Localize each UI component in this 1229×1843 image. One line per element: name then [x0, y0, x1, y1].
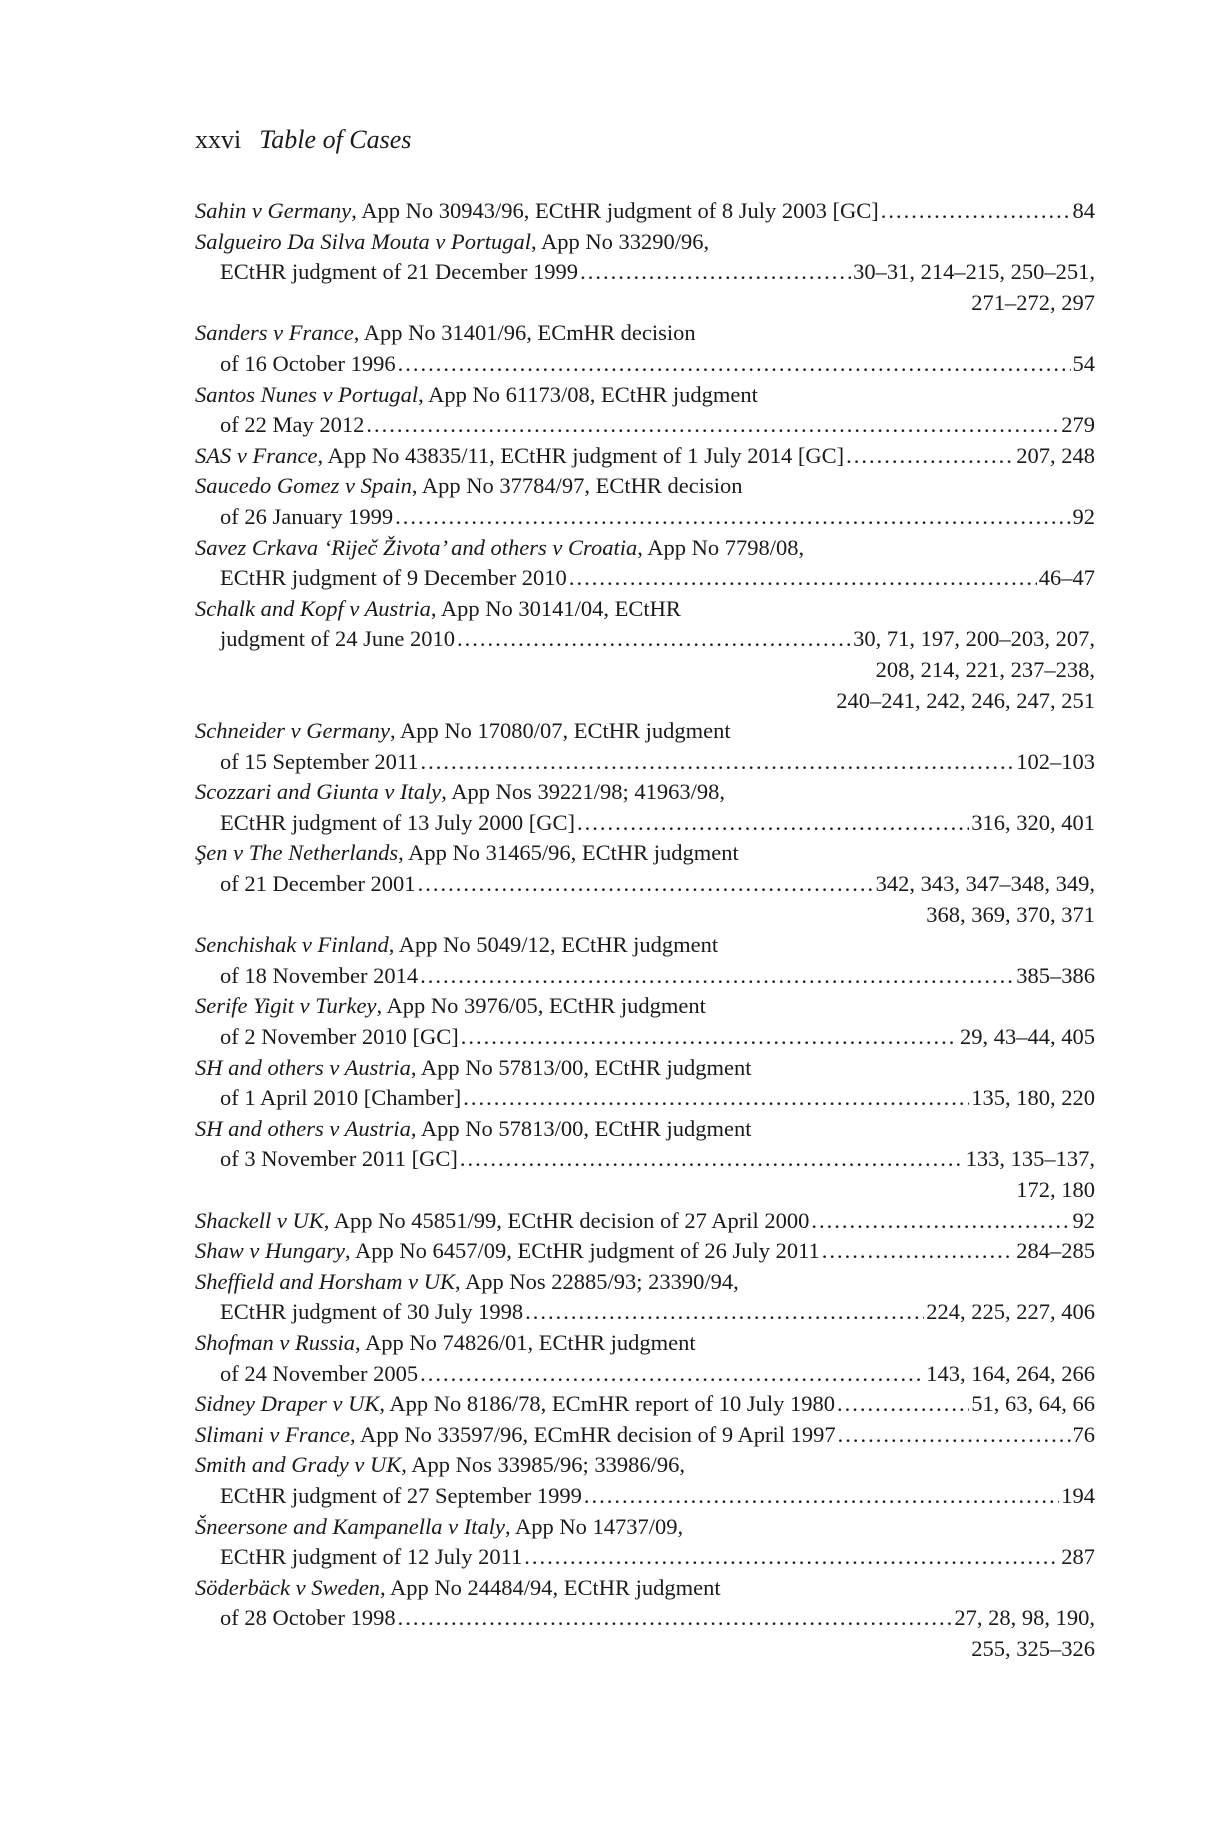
case-entry [195, 227, 1095, 319]
case-citation: , App No 57813/00, ECtHR judgment [410, 1054, 752, 1080]
case-name: Saucedo Gomez v Spain [195, 473, 412, 499]
dot-leader [525, 1297, 924, 1328]
case-entry [195, 1389, 1095, 1420]
case-name: Scozzari and Giunta v Italy [195, 779, 442, 805]
case-citation: , App Nos 22885/93; 23390/94, [454, 1268, 739, 1294]
case-citation: ECtHR judgment of 27 September 1999 [220, 1482, 582, 1508]
case-citation: , App Nos 39221/98; 41963/98, [441, 779, 726, 805]
case-continuation-line [195, 1144, 1095, 1175]
case-line [195, 1450, 1095, 1481]
page-refs-continuation [195, 900, 1095, 931]
case-line [195, 441, 1095, 472]
case-line [195, 227, 1095, 258]
case-citation: , App No 43835/11, ECtHR judgment of 1 July 2014 [GC] [317, 442, 845, 468]
page-references: 133, 135–137, [965, 1146, 1095, 1172]
dot-leader [837, 1389, 969, 1420]
page-references: 51, 63, 64, 66 [971, 1391, 1095, 1417]
dot-leader [463, 1083, 969, 1114]
page-references: 284–285 [1016, 1238, 1095, 1264]
case-entry [195, 777, 1095, 838]
case-continuation-line [195, 1481, 1095, 1512]
case-citation: of 16 October 1996 [220, 350, 396, 376]
dot-leader [421, 747, 1015, 778]
case-citation: of 26 January 1999 [220, 503, 394, 529]
case-entry [195, 318, 1095, 379]
case-citation: , App No 37784/97, ECtHR decision [411, 473, 743, 499]
case-entry [195, 1450, 1095, 1511]
dot-leader [822, 1236, 1014, 1267]
page-references: 342, 343, 347–348, 349, [875, 871, 1095, 897]
case-entry [195, 471, 1095, 532]
case-citation: ECtHR judgment of 21 December 1999 [220, 259, 579, 285]
page-references: 287 [1061, 1544, 1095, 1570]
case-name: Sanders v France [195, 320, 354, 346]
case-name: Senchishak v Finland [195, 932, 389, 958]
case-entry [195, 594, 1095, 716]
case-entry [195, 196, 1095, 227]
case-line [195, 777, 1095, 808]
case-entry [195, 930, 1095, 991]
case-entry [195, 380, 1095, 441]
dot-leader [577, 808, 969, 839]
case-line [195, 930, 1095, 961]
page-refs-continuation [195, 655, 1095, 686]
page-references: 316, 320, 401 [971, 809, 1095, 835]
running-header [195, 124, 411, 156]
case-name: Serife Yigit v Turkey [195, 993, 377, 1019]
case-line [195, 380, 1095, 411]
case-line [195, 1236, 1095, 1267]
case-line [195, 1053, 1095, 1084]
case-name: Šneersone and Kampanella v Italy [195, 1513, 505, 1539]
case-citation: ECtHR judgment of 12 July 2011 [220, 1544, 523, 1570]
page-references: 84 [1072, 198, 1095, 223]
case-line [195, 1328, 1095, 1359]
case-line [195, 1114, 1095, 1145]
dot-leader [457, 624, 851, 655]
case-citation: of 22 May 2012 [220, 412, 365, 438]
case-continuation-line [195, 624, 1095, 655]
case-entry [195, 533, 1095, 594]
case-citation: , App No 74826/01, ECtHR judgment [355, 1329, 696, 1355]
dot-leader [420, 1359, 924, 1390]
case-continuation-line [195, 1083, 1095, 1114]
case-citation: of 3 November 2011 [GC] [220, 1146, 458, 1172]
page-number: xxvi [195, 125, 242, 154]
case-name: SH and others v Austria [195, 1115, 411, 1141]
dot-leader [811, 1206, 1070, 1237]
case-name: Schneider v Germany [195, 718, 390, 744]
page-refs-continuation [195, 288, 1095, 319]
case-continuation-line [195, 869, 1095, 900]
case-name: Shofman v Russia [195, 1329, 355, 1355]
page-references: 368, 369, 370, 371 [926, 901, 1095, 927]
page-references: 224, 225, 227, 406 [926, 1299, 1095, 1325]
case-citation: , App No 31465/96, ECtHR judgment [398, 840, 739, 866]
case-name: Smith and Grady v UK [195, 1452, 402, 1478]
case-continuation-line [195, 961, 1095, 992]
page-references: 46–47 [1038, 565, 1095, 591]
case-entry [195, 1573, 1095, 1665]
case-name: Söderbäck v Sweden [195, 1574, 380, 1600]
case-line [195, 1512, 1095, 1543]
page-references: 102–103 [1016, 748, 1095, 774]
page-references: 240–241, 242, 246, 247, 251 [836, 687, 1095, 713]
case-citation: , App No 17080/07, ECtHR judgment [389, 718, 731, 744]
case-name: SAS v France [195, 442, 318, 468]
case-citation: , App No 57813/00, ECtHR judgment [410, 1115, 752, 1141]
page-references: 172, 180 [1016, 1177, 1095, 1202]
dot-leader [569, 563, 1037, 594]
page-refs-continuation [195, 1634, 1095, 1665]
case-citation: , App No 45851/99, ECtHR decision of 27 April 2000 [323, 1207, 810, 1233]
case-line [195, 318, 1095, 349]
case-line [195, 471, 1095, 502]
case-entry [195, 838, 1095, 930]
case-continuation-line [195, 1603, 1095, 1634]
case-line [195, 991, 1095, 1022]
case-name: Shaw v Hungary [195, 1238, 345, 1264]
case-continuation-line [195, 349, 1095, 380]
case-citation: , App No 5049/12, ECtHR judgment [388, 932, 719, 958]
case-citation: , App No 30141/04, ECtHR [430, 595, 681, 621]
page-refs-continuation [195, 1175, 1095, 1206]
case-continuation-line [195, 502, 1095, 533]
case-citation: , App No 8186/78, ECmHR report of 10 July 1980 [379, 1391, 835, 1417]
dot-leader [398, 349, 1071, 380]
page-references: 271–272, 297 [971, 289, 1095, 315]
page-references: 92 [1072, 503, 1095, 529]
page-references: 30, 71, 197, 200–203, 207, [853, 626, 1095, 652]
dot-leader [366, 410, 1059, 441]
case-name: Salgueiro Da Silva Mouta v Portugal [195, 228, 532, 254]
case-entry [195, 1114, 1095, 1206]
page-references: 135, 180, 220 [971, 1085, 1095, 1111]
page-references: 27, 28, 98, 190, [954, 1605, 1095, 1631]
case-line [195, 1267, 1095, 1298]
case-entry [195, 1053, 1095, 1114]
case-citation: , App No 14737/09, [504, 1513, 684, 1539]
case-continuation-line [195, 808, 1095, 839]
case-line [195, 1420, 1095, 1451]
page-references: 92 [1072, 1207, 1095, 1233]
case-citation: of 15 September 2011 [220, 748, 419, 774]
case-line [195, 594, 1095, 625]
case-name: Savez Crkava ‘Riječ Života’ and others v Croatia [195, 534, 638, 560]
case-citation: , App No 30943/96, ECtHR judgment of 8 July 2003 [GC] [351, 198, 879, 223]
case-citation: ECtHR judgment of 30 July 1998 [220, 1299, 524, 1325]
case-line [195, 716, 1095, 747]
case-citation: of 18 November 2014 [220, 962, 419, 988]
page-references: 143, 164, 264, 266 [926, 1360, 1095, 1386]
case-citation: of 1 April 2010 [Chamber] [220, 1085, 462, 1111]
case-name: Sidney Draper v UK [195, 1391, 380, 1417]
case-citation: ECtHR judgment of 9 December 2010 [220, 565, 567, 591]
case-entry [195, 1206, 1095, 1237]
dot-leader [461, 1022, 958, 1053]
case-entry [195, 441, 1095, 472]
dot-leader [420, 961, 1014, 992]
case-name: Sahin v Germany [195, 198, 352, 223]
page-references: 208, 214, 221, 237–238, [875, 656, 1095, 682]
page-references: 29, 43–44, 405 [960, 1024, 1095, 1050]
case-citation: , App Nos 33985/96; 33986/96, [401, 1452, 686, 1478]
case-continuation-line [195, 563, 1095, 594]
dot-leader [846, 441, 1014, 472]
case-continuation-line [195, 1542, 1095, 1573]
dot-leader [584, 1481, 1059, 1512]
page-references: 255, 325–326 [971, 1635, 1095, 1661]
case-continuation-line [195, 410, 1095, 441]
case-citation: of 28 October 1998 [220, 1605, 396, 1631]
running-title: Table of Cases [259, 125, 412, 154]
dot-leader [580, 257, 851, 288]
dot-leader [418, 869, 874, 900]
case-citation: of 24 November 2005 [220, 1360, 419, 1386]
case-citation: of 2 November 2010 [GC] [220, 1024, 459, 1050]
case-line [195, 1206, 1095, 1237]
case-name: Santos Nunes v Portugal [195, 381, 419, 407]
page-refs-continuation [195, 686, 1095, 717]
case-name: SH and others v Austria [195, 1054, 411, 1080]
page-references: 194 [1061, 1482, 1095, 1508]
page-references: 30–31, 214–215, 250–251, [853, 259, 1095, 285]
dot-leader [398, 1603, 953, 1634]
case-name: Shackell v UK [195, 1207, 324, 1233]
page-references: 279 [1061, 412, 1095, 438]
case-name: Sheffield and Horsham v UK [195, 1268, 455, 1294]
case-entry [195, 1236, 1095, 1267]
dot-leader [881, 196, 1071, 227]
dot-leader [395, 502, 1070, 533]
page-references: 54 [1072, 350, 1095, 376]
case-name: Slimani v France [195, 1421, 350, 1447]
case-line [195, 1573, 1095, 1604]
case-continuation-line [195, 1359, 1095, 1390]
case-name: Schalk and Kopf v Austria [195, 595, 431, 621]
case-line [195, 533, 1095, 564]
case-entry [195, 991, 1095, 1052]
case-continuation-line [195, 257, 1095, 288]
case-entry [195, 1328, 1095, 1389]
case-citation: , App No 61173/08, ECtHR judgment [418, 381, 758, 407]
case-line [195, 1389, 1095, 1420]
case-entry [195, 1512, 1095, 1573]
case-citation: judgment of 24 June 2010 [220, 626, 455, 652]
page-references: 76 [1072, 1421, 1095, 1447]
case-citation: , App No 6457/09, ECtHR judgment of 26 July 2011 [345, 1238, 820, 1264]
case-continuation-line [195, 1297, 1095, 1328]
case-citation: of 21 December 2001 [220, 871, 416, 897]
case-continuation-line [195, 747, 1095, 778]
case-citation: , App No 24484/94, ECtHR judgment [379, 1574, 721, 1600]
dot-leader [460, 1144, 964, 1175]
case-citation: , App No 3976/05, ECtHR judgment [376, 993, 706, 1019]
dot-leader [524, 1542, 1059, 1573]
case-citation: , App No 31401/96, ECmHR decision [353, 320, 696, 346]
case-entry [195, 1420, 1095, 1451]
case-citation: ECtHR judgment of 13 July 2000 [GC] [220, 809, 575, 835]
case-citation: , App No 33597/96, ECmHR decision of 9 April 1997 [349, 1421, 836, 1447]
case-line [195, 196, 1095, 227]
page-references: 385–386 [1016, 962, 1095, 988]
case-citation: , App No 7798/08, [637, 534, 805, 560]
dot-leader [838, 1420, 1071, 1451]
case-citation: , App No 33290/96, [531, 228, 710, 254]
case-continuation-line [195, 1022, 1095, 1053]
page-references: 207, 248 [1016, 442, 1095, 468]
case-entry [195, 1267, 1095, 1328]
table-of-cases [195, 196, 1095, 1665]
case-name: Şen v The Netherlands [195, 840, 399, 866]
case-line [195, 838, 1095, 869]
case-entry [195, 716, 1095, 777]
